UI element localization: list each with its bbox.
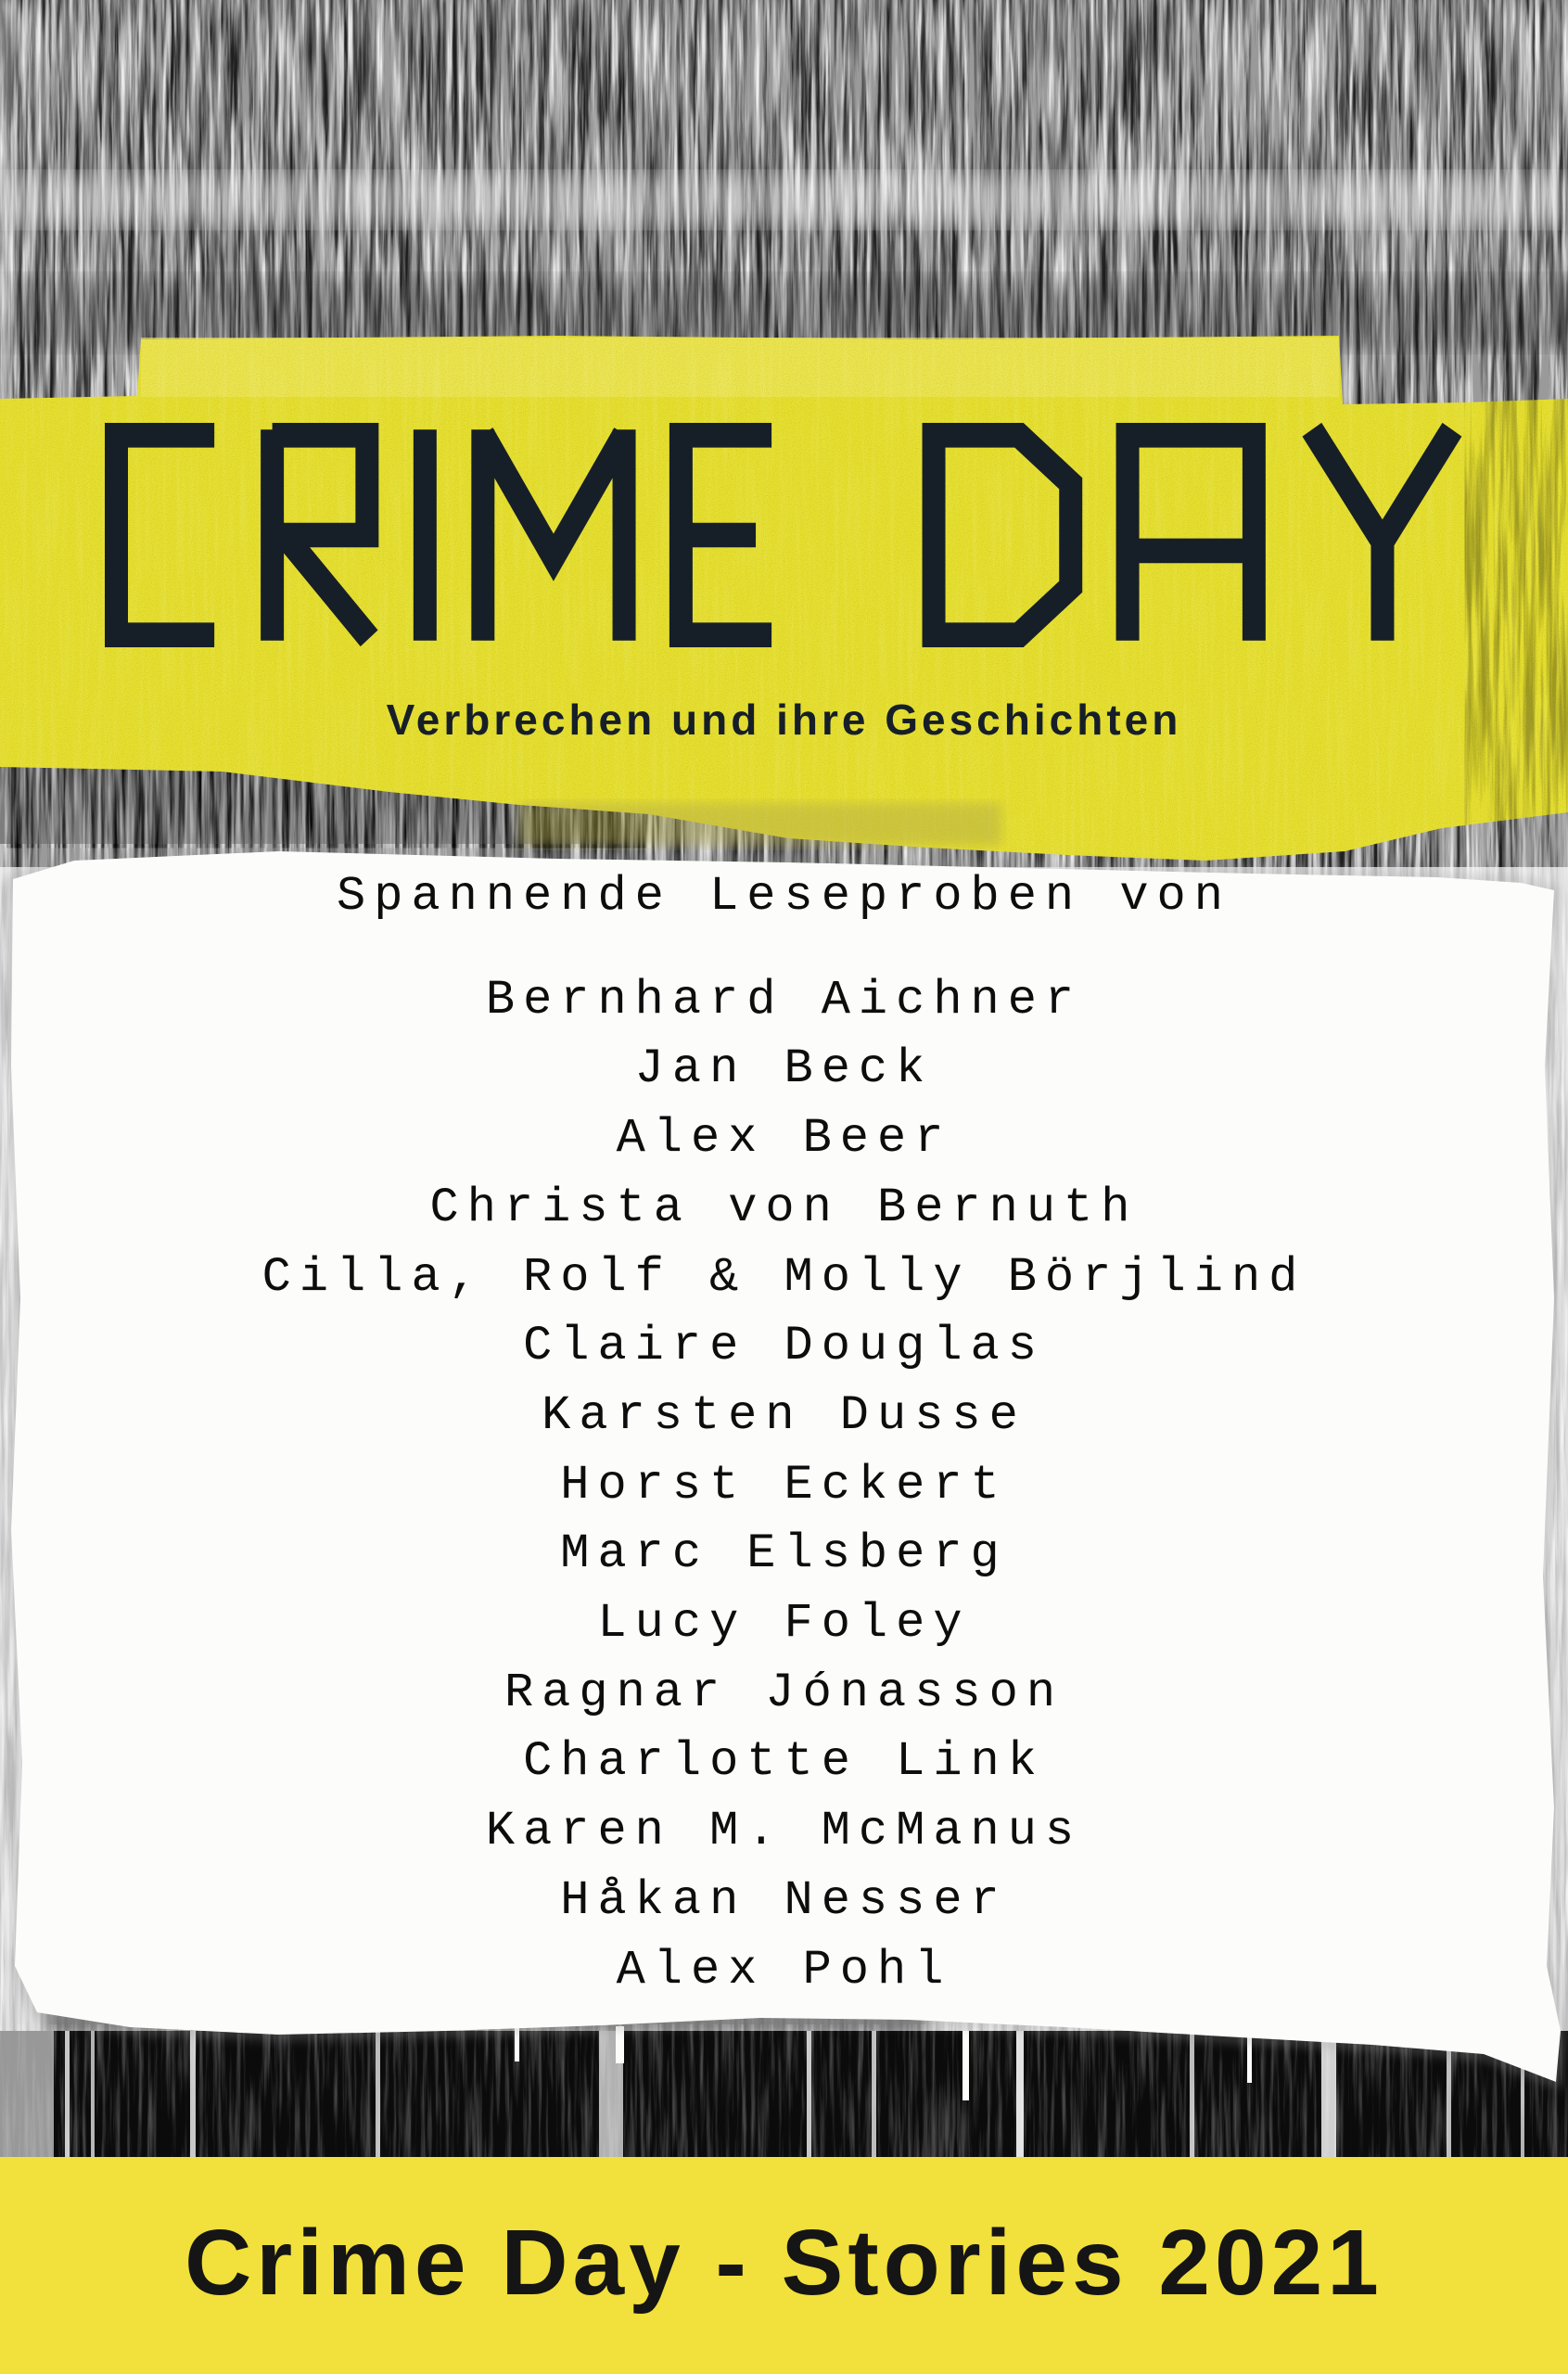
author-line: Claire Douglas — [523, 1319, 1045, 1374]
author-line: Cilla, Rolf & Molly Börjlind — [261, 1249, 1307, 1305]
author-line: Ragnar Jónasson — [504, 1665, 1064, 1720]
author-line: Charlotte Link — [523, 1734, 1045, 1790]
authors-list — [0, 966, 1568, 2006]
authors-panel — [0, 862, 1568, 2005]
author-line: Alex Beer — [616, 1111, 952, 1167]
author-line: Karsten Dusse — [542, 1387, 1026, 1443]
panel-intro: Spannende Leseproben von — [337, 869, 1231, 924]
author-line: Håkan Nesser — [560, 1872, 1008, 1928]
footer-title: Crime Day - Stories 2021 — [185, 2211, 1383, 2315]
tape-seam-smudge — [519, 803, 1001, 846]
cover-subtitle: Verbrechen und ihre Geschichten — [386, 696, 1182, 744]
author-line: Karen M. McManus — [485, 1804, 1083, 1859]
author-line: Marc Elsberg — [560, 1526, 1008, 1582]
author-line: Christa von Bernuth — [429, 1180, 1139, 1235]
author-line: Bernhard Aichner — [485, 972, 1083, 1027]
author-line: Horst Eckert — [560, 1457, 1008, 1512]
author-line: Jan Beck — [634, 1041, 934, 1097]
author-line: Alex Pohl — [616, 1942, 952, 1997]
author-line: Lucy Foley — [597, 1596, 971, 1652]
